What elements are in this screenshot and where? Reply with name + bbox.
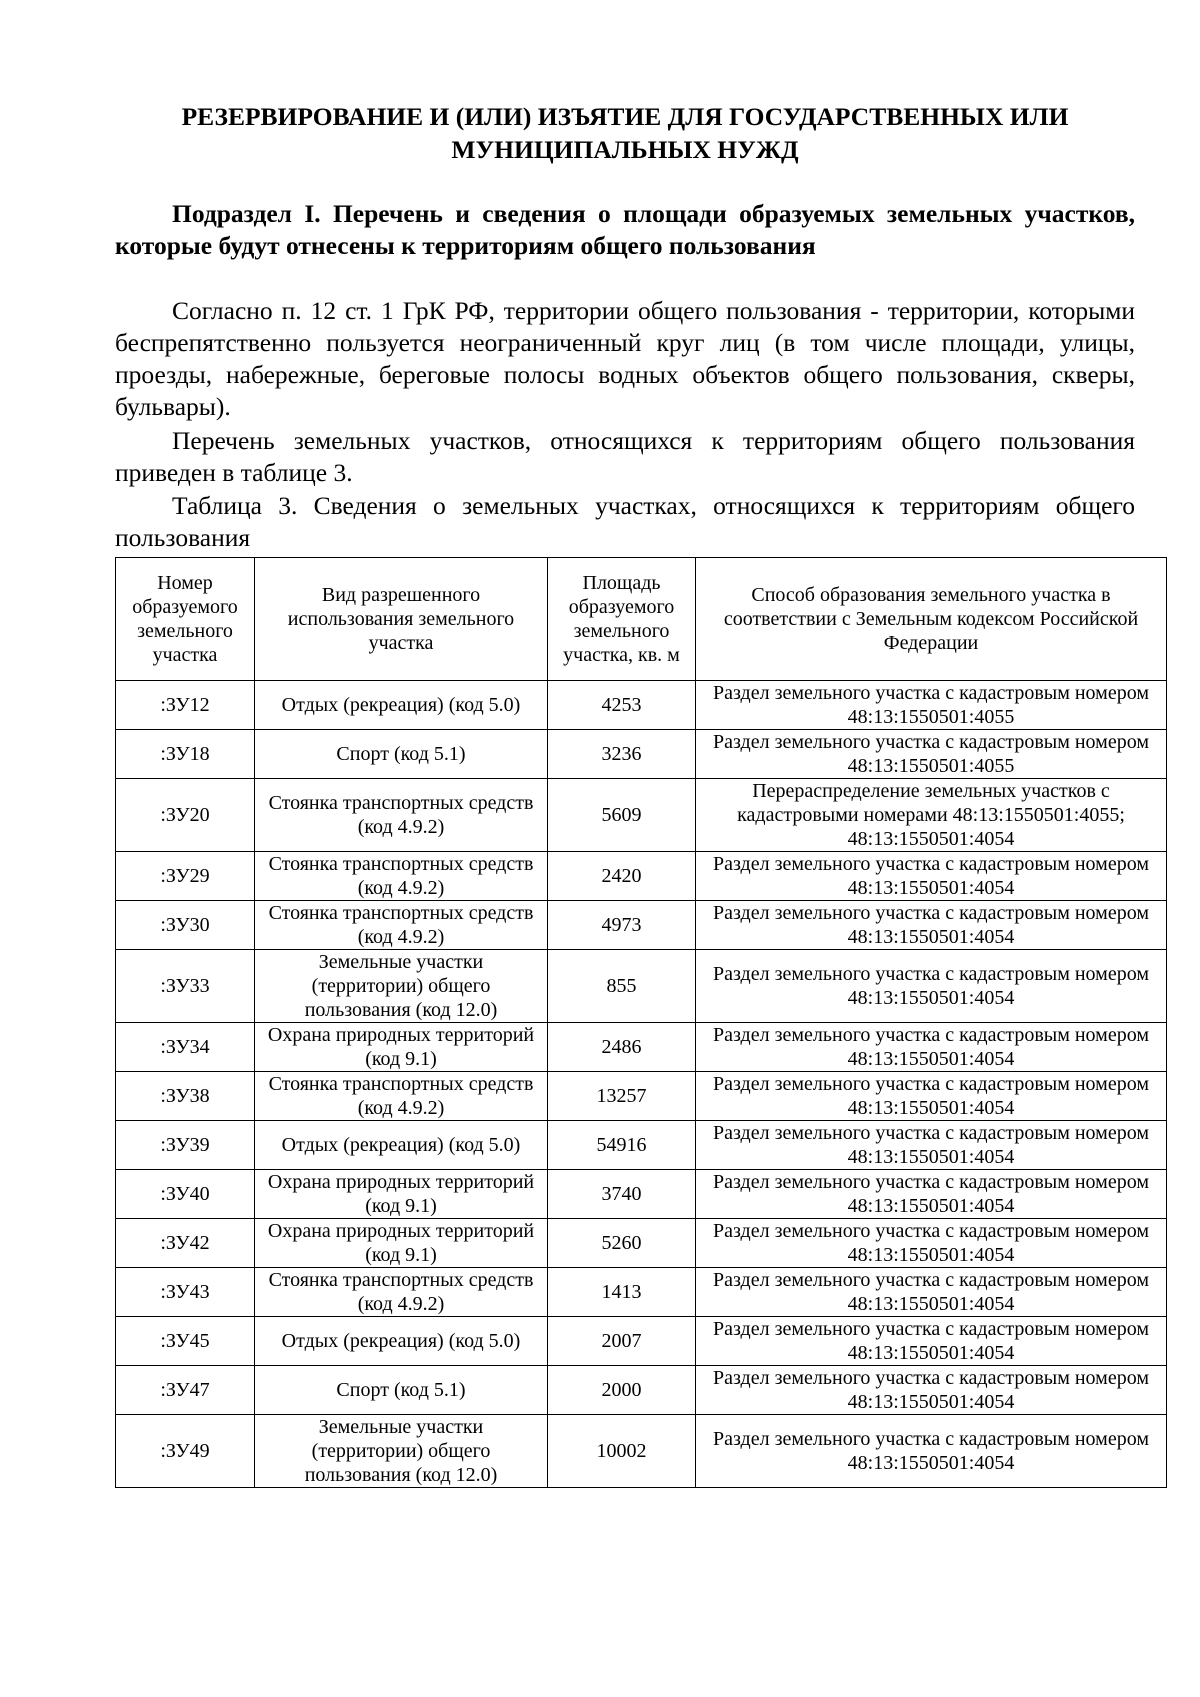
table-row: [116, 950, 1167, 1023]
cell-formation-method: Раздел земельного участка с кадастровым номером 48:13:1550501:4054: [696, 1415, 1167, 1488]
cell-area: 2007: [548, 1317, 696, 1366]
cell-plot-number: :ЗУ38: [116, 1072, 255, 1121]
table-row: [116, 1170, 1167, 1219]
cell-area: 4973: [548, 901, 696, 950]
land-plots-table: [115, 557, 1167, 1488]
cell-permitted-use: Стоянка транспортных средств (код 4.9.2): [255, 852, 548, 901]
cell-area: 10002: [548, 1415, 696, 1488]
cell-permitted-use: Стоянка транспортных средств (код 4.9.2): [255, 901, 548, 950]
cell-plot-number: :ЗУ18: [116, 730, 255, 779]
cell-formation-method: Раздел земельного участка с кадастровым номером 48:13:1550501:4054: [696, 950, 1167, 1023]
cell-permitted-use: Спорт (код 5.1): [255, 1366, 548, 1415]
table-row: [116, 681, 1167, 730]
cell-permitted-use: Охрана природных территорий (код 9.1): [255, 1219, 548, 1268]
definition-paragraph: [115, 295, 1135, 423]
header-area: Площадь образуемого земельного участка, кв. м: [548, 558, 696, 681]
cell-area: 5260: [548, 1219, 696, 1268]
cell-formation-method: Раздел земельного участка с кадастровым номером 48:13:1550501:4055: [696, 681, 1167, 730]
table-row: [116, 1366, 1167, 1415]
list-reference-paragraph: [115, 425, 1135, 489]
cell-area: 2000: [548, 1366, 696, 1415]
cell-formation-method: Раздел земельного участка с кадастровым номером 48:13:1550501:4054: [696, 1366, 1167, 1415]
cell-area: 54916: [548, 1121, 696, 1170]
cell-plot-number: :ЗУ40: [116, 1170, 255, 1219]
cell-permitted-use: Отдых (рекреация) (код 5.0): [255, 1317, 548, 1366]
header-plot-number: Номер образуемого земельного участка: [116, 558, 255, 681]
cell-area: 3740: [548, 1170, 696, 1219]
table-row: [116, 1072, 1167, 1121]
table-caption: [115, 490, 1135, 554]
cell-formation-method: Раздел земельного участка с кадастровым номером 48:13:1550501:4054: [696, 1317, 1167, 1366]
document-title: РЕЗЕРВИРОВАНИЕ И (ИЛИ) ИЗЪЯТИЕ ДЛЯ ГОСУДАРСТВЕННЫХ ИЛИ МУНИЦИПАЛЬНЫХ НУЖД: [181, 102, 1069, 164]
table-row: [116, 901, 1167, 950]
cell-permitted-use: Отдых (рекреация) (код 5.0): [255, 681, 548, 730]
cell-plot-number: :ЗУ30: [116, 901, 255, 950]
cell-permitted-use: Стоянка транспортных средств (код 4.9.2): [255, 779, 548, 852]
cell-formation-method: Раздел земельного участка с кадастровым номером 48:13:1550501:4054: [696, 852, 1167, 901]
cell-area: 855: [548, 950, 696, 1023]
cell-formation-method: Раздел земельного участка с кадастровым номером 48:13:1550501:4054: [696, 1072, 1167, 1121]
cell-permitted-use: Охрана природных территорий (код 9.1): [255, 1170, 548, 1219]
table-caption-text: Таблица 3. Сведения о земельных участках, относящихся к территориям общего пользования: [115, 491, 1135, 552]
table-row: [116, 1268, 1167, 1317]
cell-plot-number: :ЗУ20: [116, 779, 255, 852]
cell-area: 2420: [548, 852, 696, 901]
table-header-row: [116, 558, 1167, 681]
cell-formation-method: Раздел земельного участка с кадастровым номером 48:13:1550501:4054: [696, 1170, 1167, 1219]
cell-area: 3236: [548, 730, 696, 779]
table-row: [116, 852, 1167, 901]
cell-area: 4253: [548, 681, 696, 730]
cell-plot-number: :ЗУ49: [116, 1415, 255, 1488]
cell-permitted-use: Отдых (рекреация) (код 5.0): [255, 1121, 548, 1170]
cell-plot-number: :ЗУ33: [116, 950, 255, 1023]
table-row: [116, 1023, 1167, 1072]
subsection-heading: [115, 198, 1135, 262]
cell-permitted-use: Стоянка транспортных средств (код 4.9.2): [255, 1268, 548, 1317]
cell-permitted-use: Стоянка транспортных средств (код 4.9.2): [255, 1072, 548, 1121]
cell-plot-number: :ЗУ45: [116, 1317, 255, 1366]
cell-permitted-use: Спорт (код 5.1): [255, 730, 548, 779]
cell-plot-number: :ЗУ12: [116, 681, 255, 730]
header-permitted-use: Вид разрешенного использования земельного участка: [255, 558, 548, 681]
cell-plot-number: :ЗУ34: [116, 1023, 255, 1072]
cell-formation-method: Раздел земельного участка с кадастровым номером 48:13:1550501:4054: [696, 1023, 1167, 1072]
cell-plot-number: :ЗУ29: [116, 852, 255, 901]
cell-area: 13257: [548, 1072, 696, 1121]
cell-plot-number: :ЗУ47: [116, 1366, 255, 1415]
cell-area: 1413: [548, 1268, 696, 1317]
cell-plot-number: :ЗУ43: [116, 1268, 255, 1317]
table-body: [116, 681, 1167, 1488]
table-row: [116, 779, 1167, 852]
table-row: [116, 730, 1167, 779]
table-row: [116, 1317, 1167, 1366]
cell-formation-method: Перераспределение земельных участков с кадастровыми номерами 48:13:1550501:4055; 48:13:1550501:4054: [696, 779, 1167, 852]
cell-permitted-use: Земельные участки (территории) общего пользования (код 12.0): [255, 950, 548, 1023]
cell-plot-number: :ЗУ39: [116, 1121, 255, 1170]
table-row: [116, 1415, 1167, 1488]
table-row: [116, 1121, 1167, 1170]
list-reference-paragraph-text: Перечень земельных участков, относящихся к территориям общего пользования приведен в таблице 3.: [115, 426, 1135, 487]
cell-formation-method: Раздел земельного участка с кадастровым номером 48:13:1550501:4055: [696, 730, 1167, 779]
cell-permitted-use: Охрана природных территорий (код 9.1): [255, 1023, 548, 1072]
cell-permitted-use: Земельные участки (территории) общего пользования (код 12.0): [255, 1415, 548, 1488]
header-formation-method: Способ образования земельного участка в соответствии с Земельным кодексом Российской Федерации: [696, 558, 1167, 681]
cell-formation-method: Раздел земельного участка с кадастровым номером 48:13:1550501:4054: [696, 901, 1167, 950]
cell-plot-number: :ЗУ42: [116, 1219, 255, 1268]
cell-area: 5609: [548, 779, 696, 852]
cell-formation-method: Раздел земельного участка с кадастровым номером 48:13:1550501:4054: [696, 1121, 1167, 1170]
table-row: [116, 1219, 1167, 1268]
cell-formation-method: Раздел земельного участка с кадастровым номером 48:13:1550501:4054: [696, 1219, 1167, 1268]
subsection-heading-text: Подраздел I. Перечень и сведения о площади образуемых земельных участков, которые будут отнесены к территориям общего пользования: [115, 199, 1135, 260]
cell-formation-method: Раздел земельного участка с кадастровым номером 48:13:1550501:4054: [696, 1268, 1167, 1317]
definition-paragraph-text: Согласно п. 12 ст. 1 ГрК РФ, территории общего пользования - территории, которыми беспрепятственно пользуется неограниченный круг лиц (в том числе площади, улицы, проезды, набережные, береговые полосы водных объектов общего пользования, скверы, бульвары).: [115, 296, 1135, 421]
cell-area: 2486: [548, 1023, 696, 1072]
